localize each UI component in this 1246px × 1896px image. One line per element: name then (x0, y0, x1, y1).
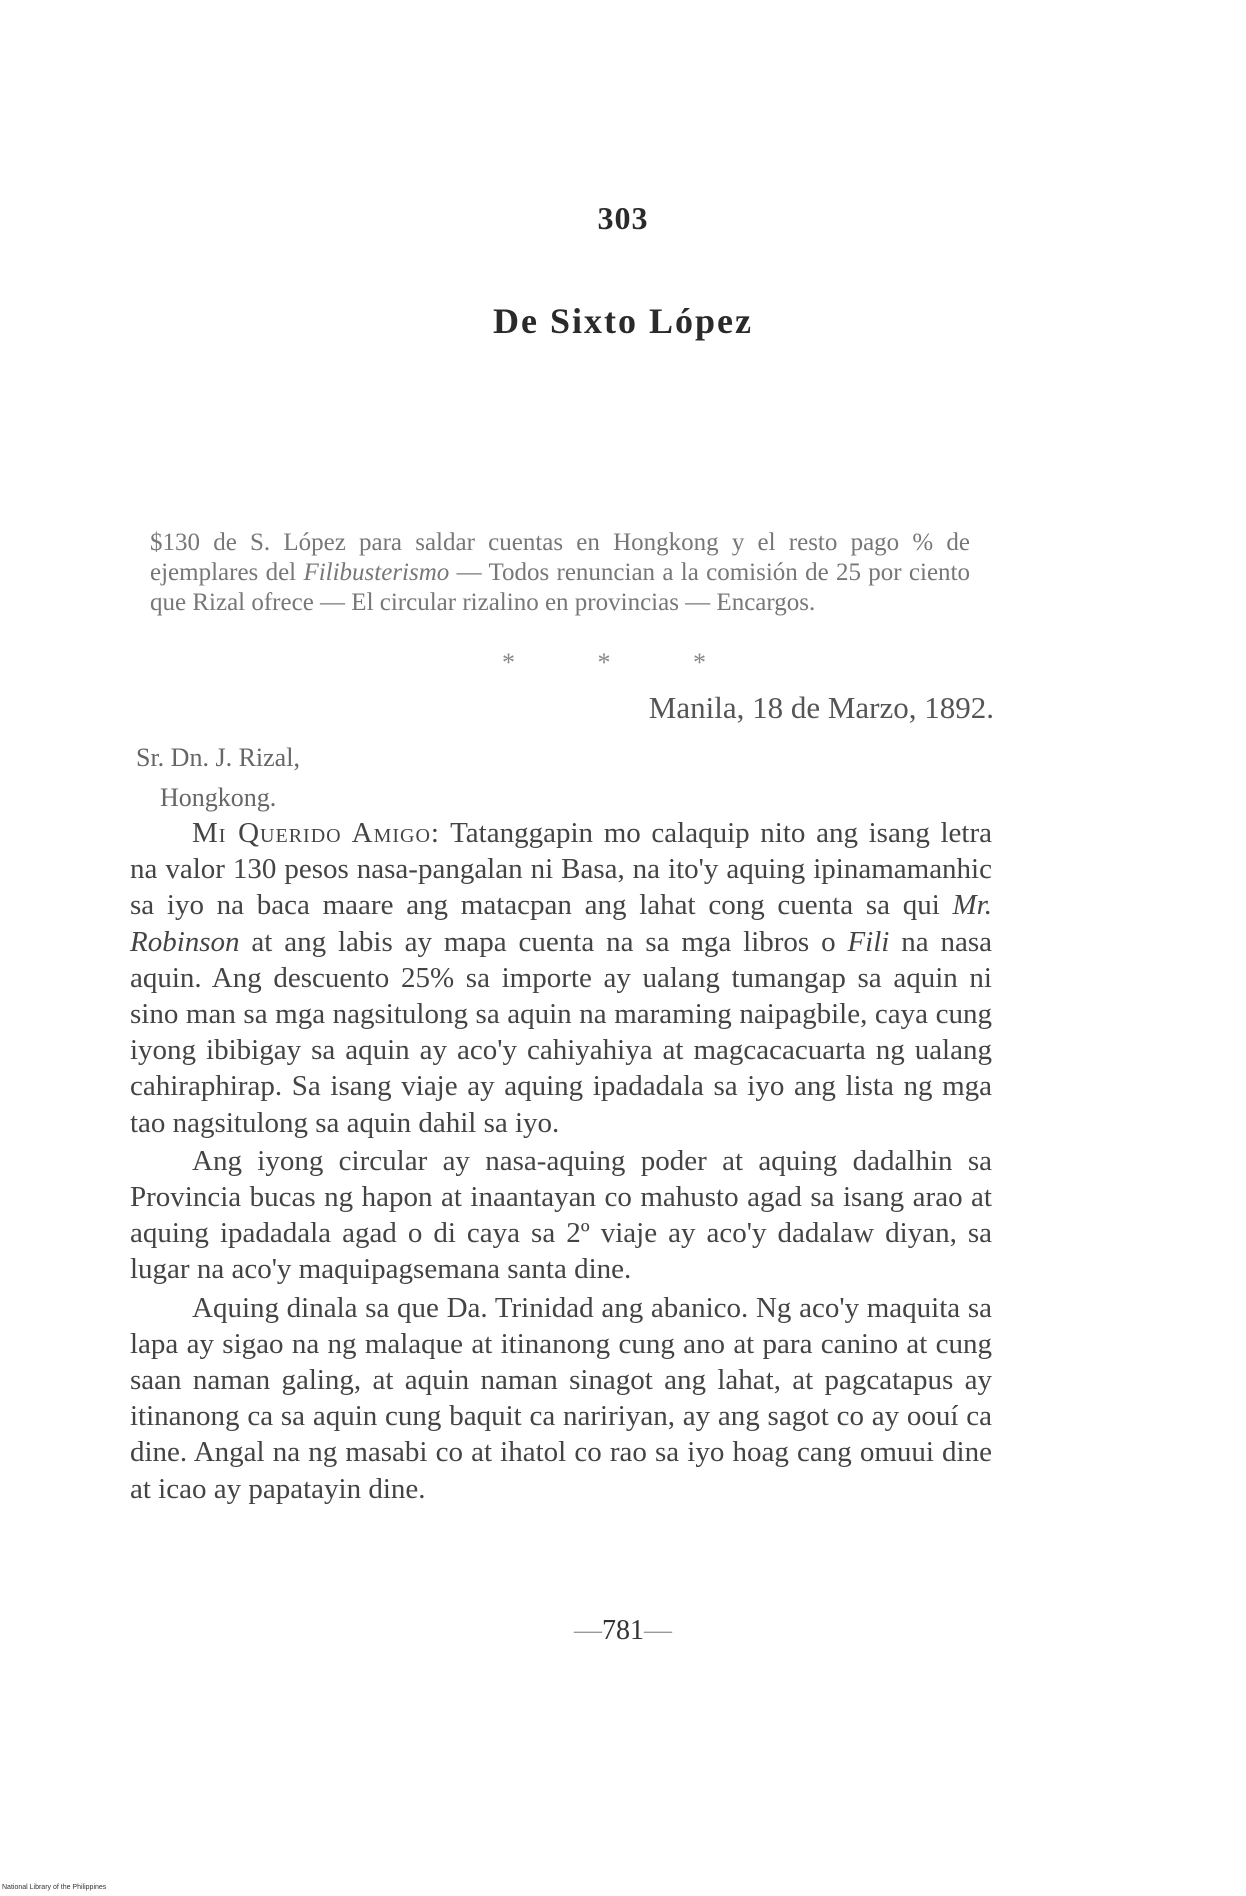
p1-text-c: na nasa aquin. Ang descuento 25% sa importe ay ualang tumangap sa aquin ni sino man sa mga nagsitulong sa aquin na maraming naipagbile, caya cung iyong ibibigay sa aquin ay aco'y cahiyahiya at magcacacuarta ng ualang cahiraphirap. Sa isang viaje ay aquing ipadadala sa iyo ang lista ng mga tao nagsitulong sa aquin dahil sa iyo. (130, 925, 992, 1139)
paragraph-3: Aquing dinala sa que Da. Trinidad ang abanico. Ng aco'y maquita sa lapa ay sigao na ng malaque at itinanong cung ano at para canino at cung saan naman galing, at aquin naman sinagot ang lahat, at pagcatapus ay itinanong ca sa aquin cung baquit ca naririyan, ay ang sagot co ay oouí ca dine. Angal na ng masabi co at ihatol co rao sa iyo hoag cang omuui dine at icao ay papatayin dine. (130, 1291, 992, 1505)
p1-text-b: at ang labis ay mapa cuenta na sa mga libros o (239, 925, 848, 958)
summary-text-1: $130 de S. López para saldar cuentas en Hongkong y el resto pago % de ejemplares del (150, 529, 970, 586)
addressee-place: Hongkong. (160, 783, 277, 812)
page-number: 303 (597, 200, 649, 236)
paragraph-2: Ang iyong circular ay nasa-aquing poder at aquing dadalhin sa Provincia bucas ng hapon at inaantayan co mahusto agad sa isang arao at aquing ipadadala agad o di caya sa 2º viaje ay aco'y dadalaw diyan, sa lugar na aco'y maquipagsemana santa dine. (130, 1144, 992, 1286)
dateline: Manila, 18 de Marzo, 1892. (648, 690, 994, 725)
section-separator: * * * (502, 648, 744, 677)
p1-emphasis-fili: Fili (847, 925, 890, 958)
archive-credit: National Library of the Philippines (2, 1884, 107, 1891)
paragraph-1 (130, 815, 992, 1141)
salutation: Mi Querido Amigo: (192, 817, 440, 849)
footer-page-number (0, 1615, 1246, 1647)
footer-dash-left: — (574, 1615, 602, 1646)
p1-text-a: Tatanggapin mo calaquip nito ang isang letra na valor 130 pesos nasa-pangalan ni Basa, na ito'y aquing ipinamamanhic sa iyo na baca maare ang matacpan ang lahat cong cuenta sa qui (130, 817, 992, 922)
addressee-name: Sr. Dn. J. Rizal, (136, 743, 300, 772)
p1-emphasis-robinson: Mr. Robinson (130, 889, 992, 958)
summary-text-2: — Todos renuncian a la comisión de 25 por ciento que Rizal ofrece — El circular rizalino en provincias — Encargos. (150, 559, 970, 616)
summary-emphasis: Filibusterismo (303, 559, 450, 586)
footer-dash-right: — (644, 1615, 672, 1646)
addressee (136, 738, 300, 818)
letter-summary (150, 528, 970, 618)
footer-number-value: 781 (602, 1615, 644, 1646)
letter-body (130, 815, 992, 1509)
letter-title: De Sixto López (493, 301, 753, 341)
